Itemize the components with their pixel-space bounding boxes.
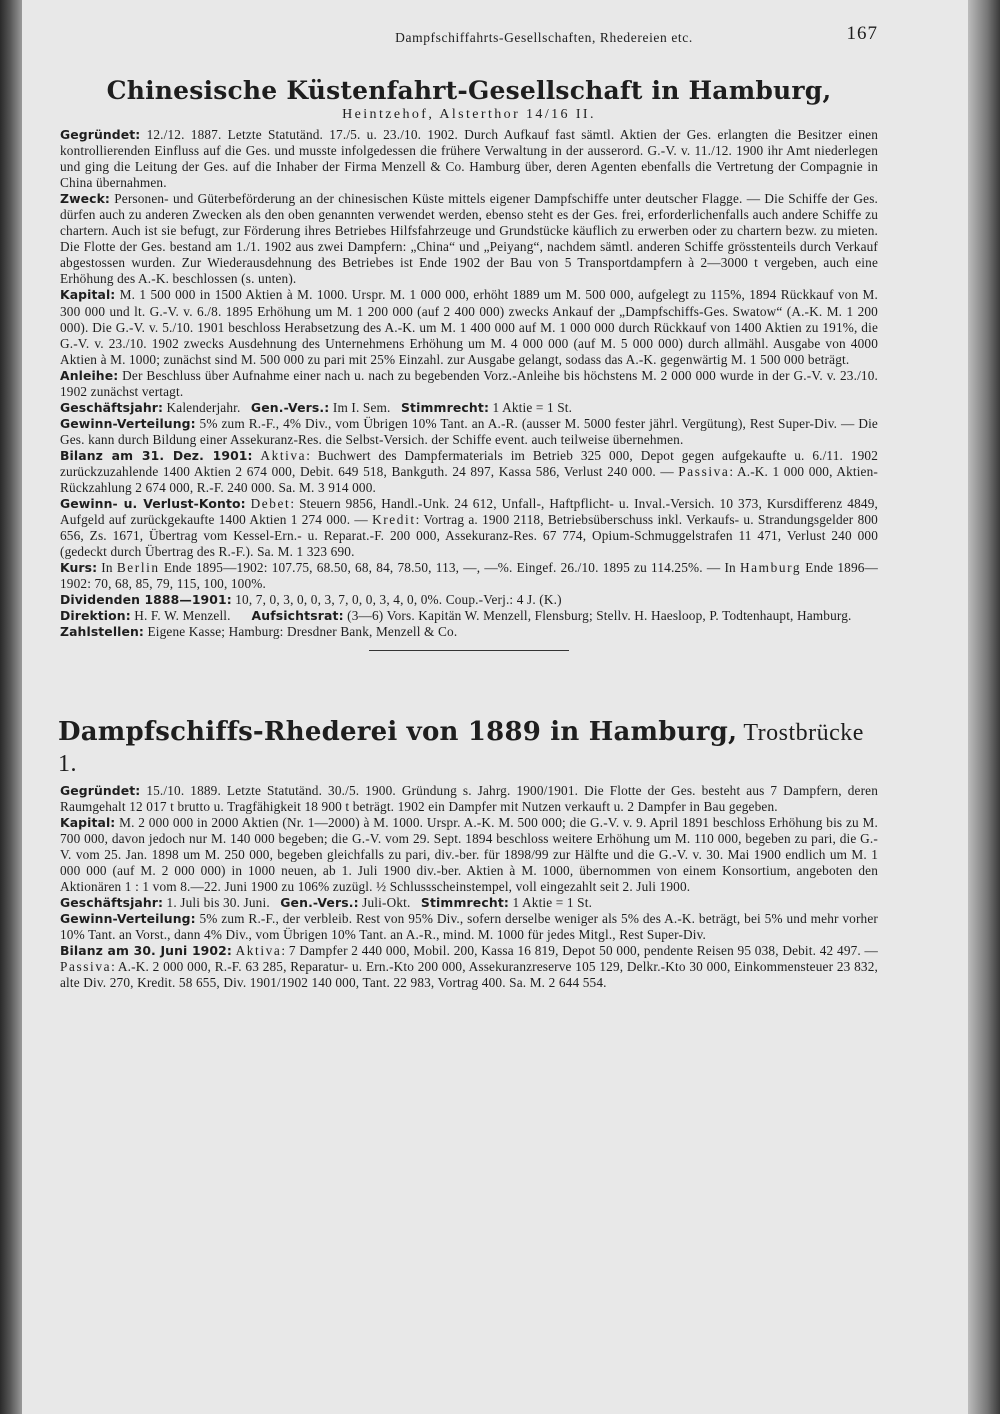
section-label: Kapital: bbox=[60, 287, 116, 303]
section-label: Bilanz am 30. Juni 1902: bbox=[60, 942, 232, 958]
section-text: 15./10. 1889. Letzte Statutänd. 30./5. 1900. Gründung s. Jahrg. 1900/1901. Die Flotte der Ges. besteht aus 7 Dampfern, deren Raumgehalt 12 017 t brutto u. Tragfähigkeit 18 900 t beträgt. 1902 ein Dampfer mit Nutzen verkauft u. 2 Dampfer in Bau gegeben. bbox=[60, 782, 878, 814]
company-2-kapital bbox=[60, 815, 878, 895]
stimmrecht-text: 1 Aktie = 1 St. bbox=[509, 894, 593, 910]
section-label: Kapital: bbox=[60, 814, 116, 830]
section-label: Zahlstellen: bbox=[60, 624, 144, 640]
stimmrecht-text: 1 Aktie = 1 St. bbox=[489, 399, 573, 415]
section-label: Kurs: bbox=[60, 560, 98, 576]
aufsichtsrat-label: Aufsichtsrat: bbox=[251, 608, 344, 624]
aktiva-word: Aktiva bbox=[260, 447, 307, 463]
kurs-city-hamburg: Hamburg bbox=[739, 560, 802, 576]
gen-vers-text: Juli-Okt. bbox=[358, 894, 411, 910]
section-label: Anleihe: bbox=[60, 367, 119, 383]
aufsichtsrat-text: (3—6) Vors. Kapitän W. Menzell, Flensburg; Stellv. H. Haesloop, P. Todtenhaupt, Hamburg. bbox=[343, 608, 852, 624]
company-1-zahlstellen bbox=[60, 624, 878, 640]
section-text: Eigene Kasse; Hamburg: Dresdner Bank, Menzell & Co. bbox=[144, 624, 458, 640]
company-1-title: Chinesische Küstenfahrt-Gesellschaft in Hamburg, bbox=[106, 76, 832, 105]
kurs-text-3: Ende 1896—1902: 70, 68, 85, 79, 115, 100, 100%. bbox=[60, 560, 879, 592]
section-text: Personen- und Güterbeförderung an der chinesischen Küste mittels eigener Dampfschiffe unter deutscher Flagge. — Die Schiffe der Ges. dürfen auch zu anderen Zwecken als den oben genannten verwendet werden, ebenso steht es der Ges. frei, erforderlichenfalls auch andere Schiffe zu chartern. Auch ist sie befugt, zur Förderung ihres Betriebes Hilfsfahrzeuge und Grundstücke käuflich zu erwerben oder zu chartern bezw. zu mieten. Die Flotte der Ges. bestand am 1./1. 1902 aus zwei Dampfern: „China“ und „Peiyang“, nachdem sämtl. anderen Schiffe grösstenteils durch Verkauf abgestossen wurden. Zur Wiederausdehnung des Betriebes ist Ende 1902 der Bau von 5 Transportdampfern à 2—3000 t vergeben, auch eine Erhöhung des A.-K. beschlossen (s. unten). bbox=[60, 191, 878, 287]
company-1-gegruendet bbox=[60, 127, 878, 191]
section-text: 10, 7, 0, 3, 0, 0, 3, 7, 0, 0, 3, 4, 0, 0%. Coup.-Verj.: 4 J. (K.) bbox=[231, 592, 562, 608]
passiva-word: Passiva bbox=[60, 959, 112, 975]
section-label: Zweck: bbox=[60, 191, 110, 207]
passiva-text: : A.-K. 1 000 000, Aktien-Rückzahlung 2 674 000, R.-F. 240 000. Sa. M. 3 914 000. bbox=[60, 463, 878, 496]
section-text: 1. Juli bis 30. Juni. bbox=[163, 894, 270, 910]
section-label: Geschäftsjahr: bbox=[60, 894, 164, 910]
passiva-text: : A.-K. 2 000 000, R.-F. 63 285, Reparatur- u. Ern.-Kto 200 000, Assekuranzreserve 105 129, Delkr.-Kto 30 000, Einkommensteuer 23 832, alte Div. 270, Kredit. 58 655, Div. 1901/1902 140 000, Tant. 22 983, Vortrag 400. Sa. M. 2 644 554. bbox=[60, 959, 878, 991]
gen-vers-label: Gen.-Vers.: bbox=[250, 399, 330, 415]
company-2-address: Trostbrücke 1. bbox=[58, 719, 864, 777]
running-head-text: Dampfschiffahrts-Gesellschaften, Rhedereien etc. bbox=[395, 30, 693, 45]
section-text: 12./12. 1887. Letzte Statutänd. 17./5. u. 23./10. 1902. Durch Aufkauf fast sämtl. Aktien der Ges. erlangten die Besitzer einen kontrollierenden Einfluss auf die Ges. und musste infolgedessen die frühere Verwaltung in der ausserord. G.-V. v. 11./12. 1900 ihr Amt niederlegen und ging die Leitung der Ges. auf die Inhaber der Firma Menzell & Co. Hamburg über, deren Agenten ebenfalls die Vertretung der Compagnie in China übernahmen. bbox=[60, 127, 878, 191]
book-page bbox=[58, 23, 879, 991]
section-label: Gewinn-Verteilung: bbox=[60, 910, 196, 926]
company-1-bilanz bbox=[60, 448, 878, 496]
section-text: M. 2 000 000 in 2000 Aktien (Nr. 1—2000) à M. 1000. Urspr. A.-K. M. 500 000; die G.-V. v. 9. April 1891 beschloss Erhöhung bis zu M. 700 000, davon jedoch nur M. 140 000 begeben; die G.-V. vom 29. Sept. 1894 beschloss weitere Erhöhung um M. 110 000, begeben zu pari, die G.-V. vom 25. Jan. 1898 um M. 250 000, begeben gleichfalls zu pari, div.-ber. für 1898/99 zur Hälfte und die G.-V. v. 30. Mai 1900 endlich um M. 1 000 000 (auf M. 2 000 000) in 1000 neuen, ab 1. Juli 1900 div.-ber. Aktien à M. 1000, übernommen von einem Konsortium, angeboten den Aktionären 1 : 1 vom 8.—22. Juni 1900 zu 106% zuzügl. ½ Schlussscheinstempel, voll eingezahlt seit 2. Juli 1900. bbox=[60, 814, 878, 894]
company-1-address: Heintzehof, Alsterthor 14/16 II. bbox=[342, 107, 596, 122]
stimmrecht-label: Stimmrecht: bbox=[400, 399, 490, 415]
kredit-word: Kredit bbox=[372, 512, 416, 528]
section-text: Der Beschluss über Aufnahme einer nach u. nach zu begebenden Vorz.-Anleihe bis höchstens M. 2 000 000 wurde in der G.-V. v. 23./10. 1902 zunächst vertagt. bbox=[60, 367, 878, 399]
company-2-bilanz bbox=[60, 943, 878, 991]
company-2-gegruendet bbox=[60, 783, 878, 815]
section-label: Direktion: bbox=[60, 608, 131, 624]
company-1-geschaeftsjahr bbox=[60, 400, 878, 416]
company-2-gewinnverteilung bbox=[60, 911, 878, 943]
section-text: H. F. W. Menzell. bbox=[130, 608, 231, 624]
section-label: Gegründet: bbox=[60, 127, 141, 142]
company-1-dividenden bbox=[60, 592, 878, 608]
section-text: Kalenderjahr. bbox=[163, 399, 241, 415]
debet-word: Debet bbox=[250, 496, 291, 512]
gen-vers-label: Gen.-Vers.: bbox=[280, 894, 359, 910]
section-label: Bilanz am 31. Dez. 1901: bbox=[60, 447, 253, 463]
stimmrecht-label: Stimmrecht: bbox=[420, 894, 509, 910]
aktiva-text: : 7 Dampfer 2 440 000, Mobil. 200, Kassa 16 819, Depot 50 000, pendente Reisen 95 038, Debit. 42 497. — bbox=[281, 942, 878, 958]
section-text: 5% zum R.-F., 4% Div., vom Übrigen 10% Tant. an A.-R. (ausser M. 5000 fester jährl. Vergütung), Rest Super-Div. — Die Ges. kann durch Bildung einer Assekuranz-Res. die Selbst-Versich. der Schiffe event. auch teilweise übernehmen. bbox=[60, 415, 878, 447]
page-edge-shadow bbox=[968, 0, 1000, 1414]
company-2-title: Dampfschiffs-Rhederei von 1889 in Hamburg, bbox=[58, 716, 738, 747]
kredit-text: : Vortrag a. 1900 2118, Betriebsüberschuss inkl. Verkaufs- u. Strandungsgelder 800 656, Zs. 1671, Übertrag vom Kessel-Ern.- u. Reparat.-F. 200 000, Assekuranz-Res. 67 774, Opium-Schmuggelstrafen 11 471, Verlust 240 000 (gedeckt durch Übertrag des R.-F.). Sa. M. 1 323 690. bbox=[60, 512, 878, 560]
section-label: Gewinn-Verteilung: bbox=[60, 415, 196, 431]
company-2-geschaeftsjahr bbox=[60, 895, 878, 911]
running-head bbox=[60, 23, 878, 56]
section-text: 5% zum R.-F., der verbleib. Rest von 95% Div., sofern derselbe weniger als 5% des A.-K. beträgt, bei 5% und mehr vorher 10% Tant. an Vorst., dann 4% Div., vom Übrigen 10% Tant. an A.-R., mind. M. 1000 für jedes Mitgl., Rest Super-Div. bbox=[60, 910, 878, 942]
company-1-gewinn-verlust bbox=[60, 496, 878, 560]
company-2-heading bbox=[58, 717, 878, 779]
company-1-anleihe bbox=[60, 368, 878, 400]
aktiva-text: : Buchwert des Dampfermaterials im Betrieb 325 000, Depot gegen aufgekaufte u. 6./11. 1902 zurückzuzahlende 1400 Aktien 2 674 000, Debit. 649 518, Bankguth. 24 897, Kassa 586, Verlust 240 000. — bbox=[60, 447, 879, 479]
company-1-zweck bbox=[60, 191, 878, 287]
section-text: M. 1 500 000 in 1500 Aktien à M. 1000. Urspr. M. 1 000 000, erhöht 1889 um M. 500 000, aufgelegt zu 115%, 1894 Rückkauf von M. 300 000 und lt. G.-V. v. 6./8. 1895 Erhöhung um M. 1 200 000 (auf 2 400 000) zwecks Ankauf der „Dampfschiffs-Ges. Swatow“ (A.-K. M. 1 200 000). Die G.-V. v. 5./10. 1901 beschloss Herabsetzung des A.-K. um M. 1 400 000 auf M. 1 000 000 durch Rückkauf von 1400 Aktien zu 191%, die G.-V. v. 23./10. 1902 zwecks Ausdehnung des Unternehmens Erhöhung um M. 4 000 000 (auf M. 5 000 000) durch allmähl. Ausgabe von 4000 Aktien à M. 1000; zunächst sind M. 500 000 zu pari mit 25% Einzahl. zur Ausgabe gelangt, sodass das A.-K. gegenwärtig M. 1 500 000 beträgt. bbox=[60, 287, 878, 367]
aktiva-word: Aktiva bbox=[235, 942, 282, 958]
passiva-word: Passiva bbox=[678, 463, 730, 479]
company-1-kapital bbox=[60, 287, 878, 367]
kurs-text-2: Ende 1895—1902: 107.75, 68.50, 68, 84, 78.50, 113, —, —%. Eingef. 26./10. 1895 zu 114.25%. — In bbox=[159, 560, 740, 576]
book-gutter-shadow bbox=[0, 0, 22, 1414]
company-1-gewinnverteilung bbox=[60, 416, 878, 448]
entry-separator-rule bbox=[369, 650, 569, 651]
company-1-kurs bbox=[60, 560, 878, 592]
kurs-city-berlin: Berlin bbox=[116, 560, 160, 576]
section-label: Gewinn- u. Verlust-Konto: bbox=[60, 496, 246, 512]
debet-text: : Steuern 9856, Handl.-Unk. 24 612, Unfall-, Haftpflicht- u. Inval.-Versich. 10 373, Kursdifferenz 4849, Aufgeld auf zurückgekaufte 1400 Aktien 1 274 000. — bbox=[60, 496, 878, 528]
section-label: Gegründet: bbox=[60, 782, 141, 798]
gen-vers-text: Im I. Sem. bbox=[329, 399, 391, 415]
kurs-text-1: In bbox=[97, 560, 117, 576]
page-number: 167 bbox=[846, 23, 878, 44]
section-label: Geschäftsjahr: bbox=[60, 399, 164, 415]
company-1-direktion bbox=[60, 608, 878, 624]
section-label: Dividenden 1888—1901: bbox=[60, 592, 232, 608]
